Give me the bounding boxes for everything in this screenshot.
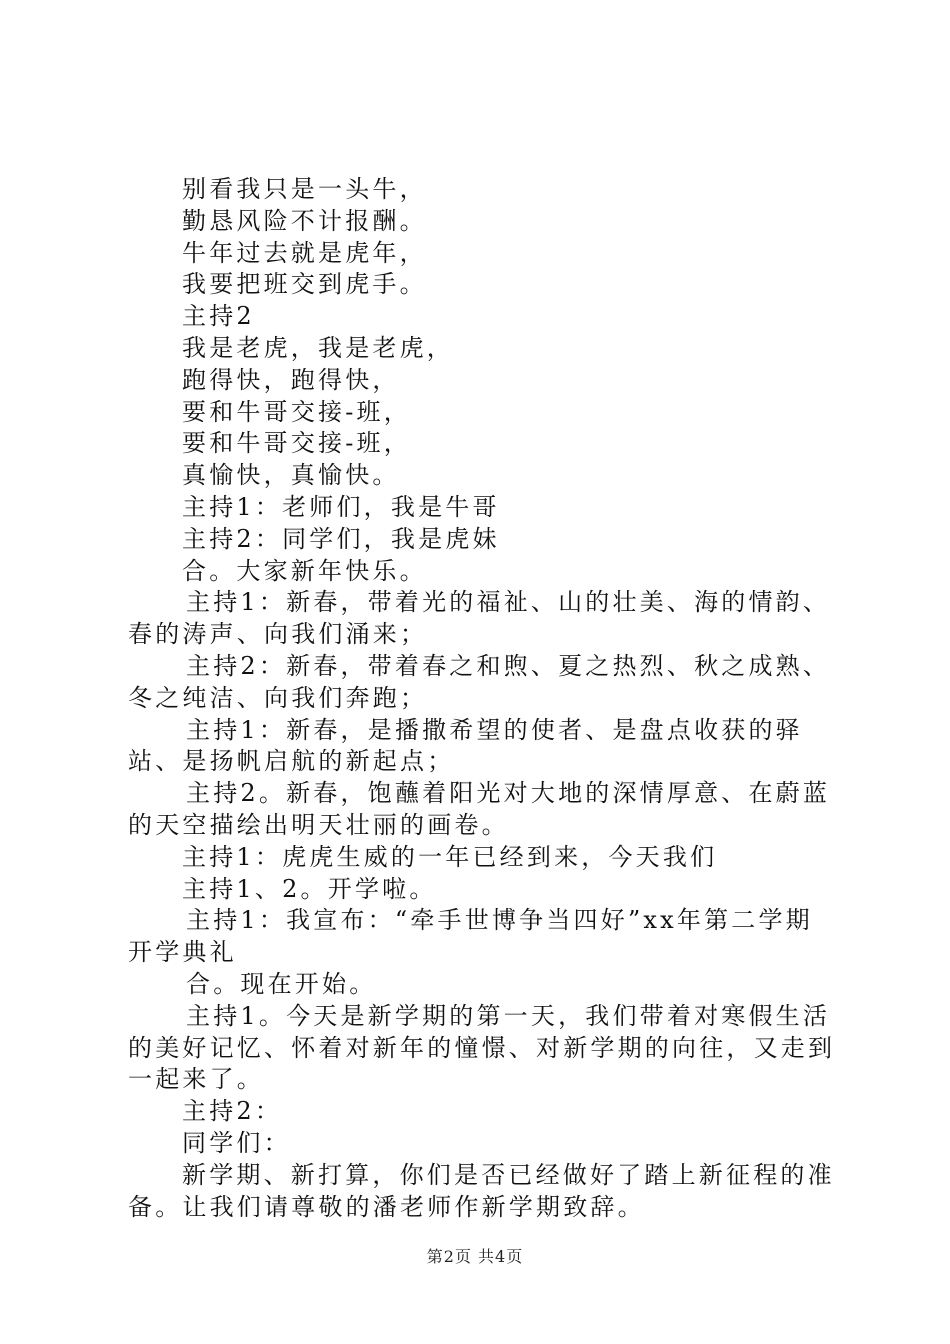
paragraph: 主持1：新春，带着光的福祉、山的壮美、海的情韵、春的涛声、向我们涌来； (128, 588, 831, 649)
paragraph: 我是老虎，我是老虎， (182, 333, 454, 362)
paragraph: 新学期、新打算，你们是否已经做好了踏上新征程的准备。让我们请尊敬的潘老师作新学期致辞。 (128, 1160, 835, 1221)
paragraph: 合。现在开始。 (186, 969, 377, 998)
paragraph: 真愉快，真愉快。 (182, 461, 400, 490)
paragraph: 要和牛哥交接-班， (182, 397, 411, 426)
paragraph: 主持2 (182, 302, 255, 331)
paragraph: 勤恳风险不计报酬。 (182, 206, 427, 235)
paragraph: 主持1：新春，是播撒希望的使者、是盘点收获的驿站、是扬帆启航的新起点； (128, 715, 803, 776)
paragraph: 主持2。新春，饱蘸着阳光对大地的深情厚意、在蔚蓝的天空描绘出明天壮丽的画卷。 (128, 779, 831, 839)
paragraph: 主持1、2。开学啦。 (182, 874, 437, 903)
paragraph: 主持2： (182, 1097, 283, 1126)
paragraph: 牛年过去就是虎年， (182, 238, 427, 267)
paragraph: 主持2：同学们，我是虎妹 (182, 524, 500, 553)
paragraph: 主持2：新春，带着春之和煦、夏之热烈、秋之成熟、冬之纯洁、向我们奔跑； (128, 651, 831, 712)
paragraph: 要和牛哥交接-班， (182, 429, 411, 458)
document-body (128, 174, 836, 1223)
paragraph: 跑得快，跑得快， (182, 365, 400, 394)
paragraph: 合。大家新年快乐。 (182, 556, 427, 585)
paragraph: 主持1：老师们，我是牛哥 (182, 492, 500, 521)
paragraph: 我要把班交到虎手。 (182, 270, 427, 299)
page-number-footer: 第2页 共4页 (426, 1247, 524, 1266)
paragraph: 主持1：虎虎生威的一年已经到来，今天我们 (182, 842, 718, 871)
paragraph: 主持1。今天是新学期的第一天，我们带着对寒假生活的美好记忆、怀着对新年的憧憬、对新学期的向往，又走到一起来了。 (128, 1001, 836, 1094)
paragraph: 同学们： (182, 1128, 291, 1157)
paragraph: 别看我只是一头牛， (182, 175, 427, 203)
paragraph: 主持1：我宣布：“牵手世博争当四好”xx年第二学期开学典礼 (128, 906, 813, 967)
